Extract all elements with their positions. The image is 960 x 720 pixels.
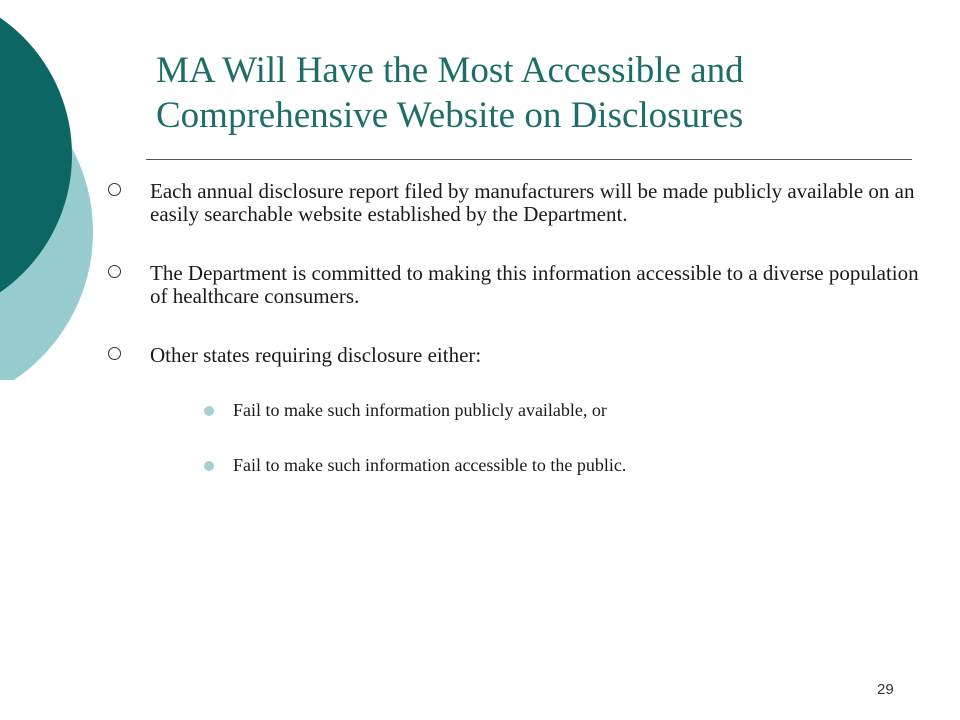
sub-bullet-item (150, 399, 928, 421)
bullet-list (108, 180, 928, 476)
bullet-text: Each annual disclosure report filed by manufacturers will be made publicly available on an easily searchable website established by the Department. (150, 179, 915, 226)
sub-bullet-list (150, 399, 928, 476)
sub-bullet-item (150, 454, 928, 476)
hollow-circle-bullet-icon (108, 347, 121, 360)
decorative-circles (0, 0, 100, 380)
filled-dot-bullet-icon (204, 461, 214, 471)
hollow-circle-bullet-icon (108, 183, 121, 196)
bullet-item (108, 180, 928, 226)
bullet-item (108, 344, 928, 476)
filled-dot-bullet-icon (204, 406, 214, 416)
sub-bullet-text: Fail to make such information publicly available, or (233, 400, 607, 420)
slide-title-line-2: Comprehensive Website on Disclosures (156, 95, 744, 136)
slide-title (156, 48, 916, 138)
bullet-item (108, 262, 928, 308)
sub-bullet-text: Fail to make such information accessible to the public. (233, 455, 627, 475)
title-divider (146, 159, 912, 160)
page-number: 29 (877, 681, 894, 698)
bullet-text: Other states requiring disclosure either: (150, 343, 482, 367)
bullet-text: The Department is committed to making this information accessible to a diverse population of healthcare consumers. (150, 261, 919, 308)
hollow-circle-bullet-icon (108, 265, 121, 278)
slide-title-line-1: MA Will Have the Most Accessible and (156, 50, 744, 91)
